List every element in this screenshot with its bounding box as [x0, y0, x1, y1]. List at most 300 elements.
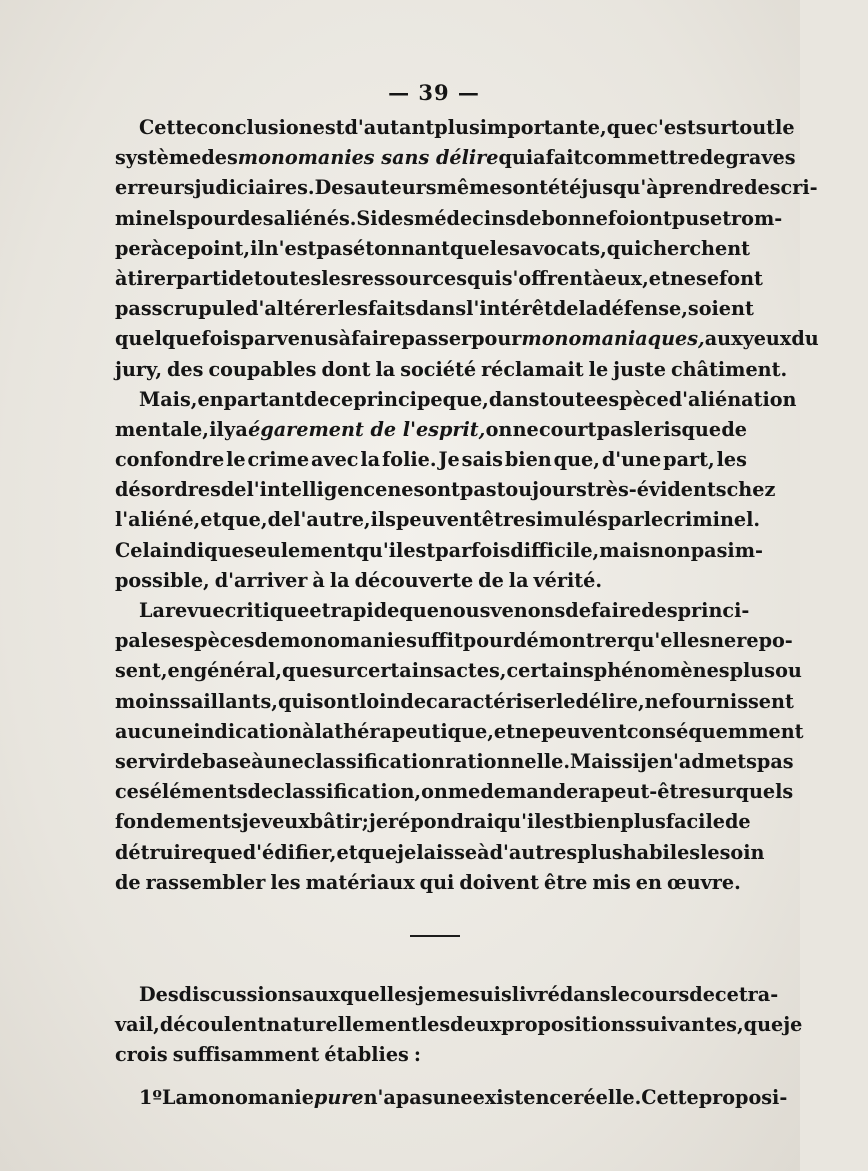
text-line [115, 687, 794, 717]
word: ces [115, 780, 150, 804]
word: scrupule [151, 297, 246, 321]
text-line [115, 505, 761, 535]
word: nous [438, 599, 491, 622]
word: des [237, 206, 274, 230]
word: l'aliéné, [115, 508, 201, 532]
word: im- [727, 538, 763, 562]
word: peut-être [600, 780, 701, 804]
word: et [336, 840, 358, 864]
word: le [633, 417, 654, 441]
word: est [403, 538, 436, 562]
word: eux, [604, 266, 649, 290]
word: si [621, 749, 640, 773]
word: Des [139, 983, 179, 1006]
word: doivent [459, 870, 539, 894]
text-line [115, 264, 763, 294]
word: n'est [264, 236, 317, 260]
word: qu'il [355, 538, 404, 562]
word: répondrai [388, 810, 494, 834]
word: d'arriver [214, 568, 308, 592]
word: jusqu'à [581, 176, 659, 200]
text-line [115, 234, 751, 264]
conclusion-text [115, 980, 803, 1113]
word: médecins [414, 206, 516, 230]
word: pas [596, 417, 634, 441]
word: l'intérêt [466, 297, 553, 321]
word: bâtir; [309, 810, 369, 834]
word: peuvent [541, 719, 627, 743]
word: suffit [406, 629, 463, 653]
text-line [115, 1040, 747, 1070]
word: monomaniaques, [521, 327, 705, 351]
word: folie. [382, 448, 437, 472]
word: espèces [171, 629, 255, 653]
word: classification, [273, 780, 422, 804]
word: court [539, 417, 597, 441]
word: pales [115, 629, 172, 653]
word: à [115, 266, 128, 290]
word: servir [115, 749, 177, 773]
word: base [202, 749, 252, 773]
word: plus [434, 116, 480, 139]
word: dans [559, 983, 611, 1006]
word: pour [462, 629, 514, 653]
word: sont [312, 689, 360, 713]
word: de [220, 478, 247, 502]
word: cherchent [641, 236, 751, 260]
word: à [251, 749, 264, 773]
word: surtout [695, 116, 776, 139]
word: de [478, 568, 504, 592]
word: une [432, 1085, 473, 1109]
word: a [533, 146, 546, 170]
word: que [357, 840, 398, 864]
word: que, [442, 387, 489, 411]
word: que, [221, 508, 268, 532]
word: laisse [416, 840, 478, 864]
word: des [201, 146, 238, 170]
text-line [115, 113, 795, 143]
word: mais [599, 538, 651, 562]
word: ne [512, 417, 539, 441]
word: rassembler [145, 870, 266, 894]
word: Des [314, 176, 355, 200]
word: vail, [115, 1013, 160, 1037]
word: ne [669, 266, 697, 290]
word: : [413, 1043, 421, 1067]
word: aliénés. [273, 206, 357, 230]
word: sais [461, 448, 503, 472]
word: établies [324, 1043, 409, 1067]
word: conséquemment [626, 719, 804, 743]
word: les [321, 266, 352, 290]
word: monomanie [280, 629, 407, 653]
word: de [254, 629, 281, 653]
word: faire [590, 599, 642, 622]
word: Je [438, 448, 460, 472]
word: en [197, 387, 224, 411]
text-line [115, 980, 779, 1010]
word: je [397, 840, 417, 864]
word: parti [176, 266, 229, 290]
word: de [267, 508, 294, 532]
word: les [419, 1013, 451, 1037]
word: la [360, 448, 381, 472]
word: suffisamment [172, 1043, 320, 1067]
paragraph [115, 1083, 788, 1113]
text-line [115, 566, 747, 596]
word: plus [729, 659, 776, 683]
word: d'autres [489, 840, 578, 864]
word: je [241, 810, 261, 834]
word: des [377, 206, 415, 230]
word: les [270, 870, 301, 894]
word: princi- [677, 599, 750, 622]
word: soient [687, 297, 754, 321]
word: société [400, 357, 477, 381]
word: simulés [525, 508, 608, 532]
word: me [447, 780, 481, 804]
word: possible, [115, 568, 210, 592]
word: existence [472, 1085, 574, 1109]
text-line [115, 656, 802, 686]
word: de [176, 749, 203, 773]
word: été [548, 176, 582, 200]
word: ne [514, 719, 542, 743]
word: prendre [658, 176, 745, 200]
word: éléments [149, 780, 248, 804]
word: de [724, 810, 751, 834]
word: qu'elles [627, 629, 711, 653]
word: ce [329, 387, 354, 411]
word: parfois [435, 538, 511, 562]
word: être [481, 508, 526, 532]
word: c'est [646, 116, 696, 139]
word: avocats, [519, 236, 607, 260]
text-line [115, 838, 765, 868]
word: certains [506, 659, 594, 683]
word: graves [725, 146, 796, 170]
word: jury, [115, 357, 162, 381]
word: vérité. [533, 568, 603, 592]
word: saillants, [180, 689, 278, 713]
word: La [139, 599, 165, 622]
word: mêmes [436, 176, 513, 200]
word: une [263, 749, 304, 773]
word: livré [511, 983, 560, 1006]
word: fournissent [670, 689, 794, 713]
word: erreurs [115, 176, 195, 200]
paragraph [115, 980, 803, 1071]
word: proposi- [698, 1085, 788, 1109]
word: de [228, 266, 254, 290]
main-text [115, 113, 819, 898]
word: que [450, 236, 490, 260]
word: point, [187, 236, 251, 260]
word: s'offrent [501, 266, 593, 290]
word: démontrer [513, 629, 628, 653]
word: pas [690, 538, 728, 562]
text-line [115, 596, 750, 626]
word: et [493, 719, 515, 743]
word: trom- [722, 206, 783, 230]
word: à [302, 719, 315, 743]
word: Mais [570, 749, 622, 773]
word: venons [490, 599, 566, 622]
word: ou [775, 659, 802, 683]
word: loin [359, 689, 401, 713]
word: ce [714, 983, 739, 1006]
word: passer [401, 327, 472, 351]
text-line [115, 475, 776, 505]
word: de [247, 780, 274, 804]
word: des [744, 176, 781, 200]
text-line [115, 204, 783, 234]
word: que [399, 599, 439, 622]
word: yeux [742, 327, 792, 351]
word: d'altérer [245, 297, 338, 321]
text-line [115, 324, 819, 354]
word: des [641, 599, 678, 622]
word: je [368, 810, 389, 834]
paragraph [115, 596, 804, 898]
word: propositions [501, 1013, 636, 1037]
word: Cette [139, 116, 197, 139]
word: non [650, 538, 691, 562]
word: qui [498, 146, 534, 170]
word: judiciaires. [194, 176, 315, 200]
word: toute [539, 387, 597, 411]
word: l'intelligence [246, 478, 388, 502]
word: sur [321, 659, 357, 683]
word: de [303, 387, 330, 411]
text-line [115, 415, 747, 445]
word: de [565, 599, 591, 622]
word: part, [663, 448, 715, 472]
word: y [224, 417, 236, 441]
word: veux [260, 810, 310, 834]
text-line [115, 294, 754, 324]
word: cours [629, 983, 690, 1006]
word: et [200, 508, 222, 532]
word: sur [700, 780, 736, 804]
word: châtiment. [670, 357, 788, 381]
word: de [115, 870, 141, 894]
word: monomanie [187, 1085, 314, 1109]
word: je [783, 1013, 803, 1037]
word: découverte [354, 568, 474, 592]
word: caractériser [426, 689, 556, 713]
word: les [489, 236, 520, 260]
word: pour [471, 327, 522, 351]
word: fait [545, 146, 583, 170]
word: l'autre, [293, 508, 371, 532]
word: et [309, 599, 331, 622]
word: bonne [541, 206, 608, 230]
word: Mais, [139, 387, 198, 411]
word: partant [223, 387, 304, 411]
word: plus [577, 840, 623, 864]
word: chez [726, 478, 776, 502]
word: par [607, 508, 644, 532]
word: risque [653, 417, 722, 441]
word: détruire [115, 840, 204, 864]
word: suivantes, [635, 1013, 744, 1037]
word: faits [367, 297, 416, 321]
section-divider [410, 935, 460, 937]
word: rationnelle. [444, 749, 571, 773]
word: 1º [139, 1085, 162, 1109]
text-line [115, 445, 747, 475]
word: avec [310, 448, 359, 472]
word: que [281, 659, 322, 683]
word: habiles [622, 840, 701, 864]
word: la [314, 719, 335, 743]
word: est [541, 810, 574, 834]
word: ne [387, 478, 414, 502]
word: facile [665, 810, 725, 834]
word: qui [606, 236, 642, 260]
word: phénomènes [593, 659, 730, 683]
word: très-évidents [586, 478, 727, 502]
word: soin [719, 840, 765, 864]
word: la [578, 297, 599, 321]
word: être [544, 870, 588, 894]
word: qui [278, 689, 313, 713]
word: sont [413, 478, 460, 502]
text-line [115, 1010, 803, 1040]
word: bien [504, 448, 552, 472]
word: thérapeutique, [334, 719, 494, 743]
word: dans [415, 297, 467, 321]
word: confondre [115, 448, 225, 472]
word: que [743, 1013, 784, 1037]
word: le [555, 689, 576, 713]
text-line [115, 355, 788, 385]
word: en [167, 659, 194, 683]
word: n'admets [659, 749, 757, 773]
paragraph [115, 385, 797, 596]
word: système [115, 146, 202, 170]
word: de [699, 146, 726, 170]
word: toutes [253, 266, 322, 290]
word: la [375, 357, 396, 381]
word: auteurs [354, 176, 437, 200]
word: seulement [243, 538, 356, 562]
word: à [477, 840, 490, 864]
word: ont [636, 206, 672, 230]
word: ne [710, 629, 737, 653]
word: moins [115, 689, 181, 713]
word: coupables [208, 357, 317, 381]
word: bien [573, 810, 621, 834]
word: revue [164, 599, 225, 622]
word: importante, [479, 116, 607, 139]
word: dans [488, 387, 540, 411]
page-number: — 39 — [388, 80, 480, 105]
word: la [508, 568, 529, 592]
word: conclusion [196, 116, 313, 139]
word: de [552, 297, 579, 321]
text-line [115, 717, 804, 747]
word: dont [321, 357, 371, 381]
text-line [115, 173, 818, 203]
word: on [421, 780, 448, 804]
text-line [115, 385, 797, 415]
word: œuvre. [666, 870, 741, 894]
word: pu [671, 206, 700, 230]
word: les [716, 448, 747, 472]
word: crime [247, 448, 310, 472]
word: réclamait [481, 357, 584, 381]
word: ne [644, 689, 671, 713]
word: du [791, 327, 819, 351]
word: le [226, 448, 246, 472]
word: suis [468, 983, 512, 1006]
word: il [209, 417, 224, 441]
word: et [648, 266, 670, 290]
word: d'édifier, [242, 840, 337, 864]
word: que [203, 840, 243, 864]
word: délire, [575, 689, 645, 713]
word: est [312, 116, 345, 139]
word: aucune [115, 719, 194, 743]
word: sent, [115, 659, 168, 683]
word: je [639, 749, 660, 773]
word: en [635, 870, 662, 894]
word: espèce [596, 387, 669, 411]
word: auxquelles [302, 983, 418, 1006]
word: que, [553, 448, 600, 472]
word: de [515, 206, 542, 230]
word: la [329, 568, 350, 592]
word: quelquefois [115, 327, 241, 351]
text-line [115, 777, 794, 807]
text-line [115, 626, 793, 656]
word: découlent [159, 1013, 267, 1037]
word: classification [303, 749, 445, 773]
word: de [689, 983, 715, 1006]
word: pas [756, 749, 794, 773]
word: de [721, 417, 747, 441]
word: le [700, 840, 720, 864]
word: pas [459, 478, 497, 502]
word: me [436, 983, 469, 1006]
word: égarement de l'esprit, [248, 417, 486, 441]
word: pas [395, 1085, 433, 1109]
word: à [312, 568, 325, 592]
word: actes, [443, 659, 507, 683]
word: d'autant [344, 116, 435, 139]
word: ce [163, 236, 188, 260]
word: à [338, 327, 352, 351]
word: deux [450, 1013, 502, 1037]
word: difficile, [510, 538, 600, 562]
text-line [115, 1083, 788, 1113]
word: principe [353, 387, 443, 411]
word: aux [704, 327, 743, 351]
word: ils [370, 508, 396, 532]
word: per [115, 236, 151, 260]
word: monomanies sans délire [237, 146, 499, 170]
word: discussions [178, 983, 303, 1006]
word: tirer [127, 266, 177, 290]
word: quels [735, 780, 794, 804]
word: pas [316, 236, 354, 260]
text-line [115, 143, 796, 173]
word: naturellement [266, 1013, 420, 1037]
word: juste [613, 357, 666, 381]
